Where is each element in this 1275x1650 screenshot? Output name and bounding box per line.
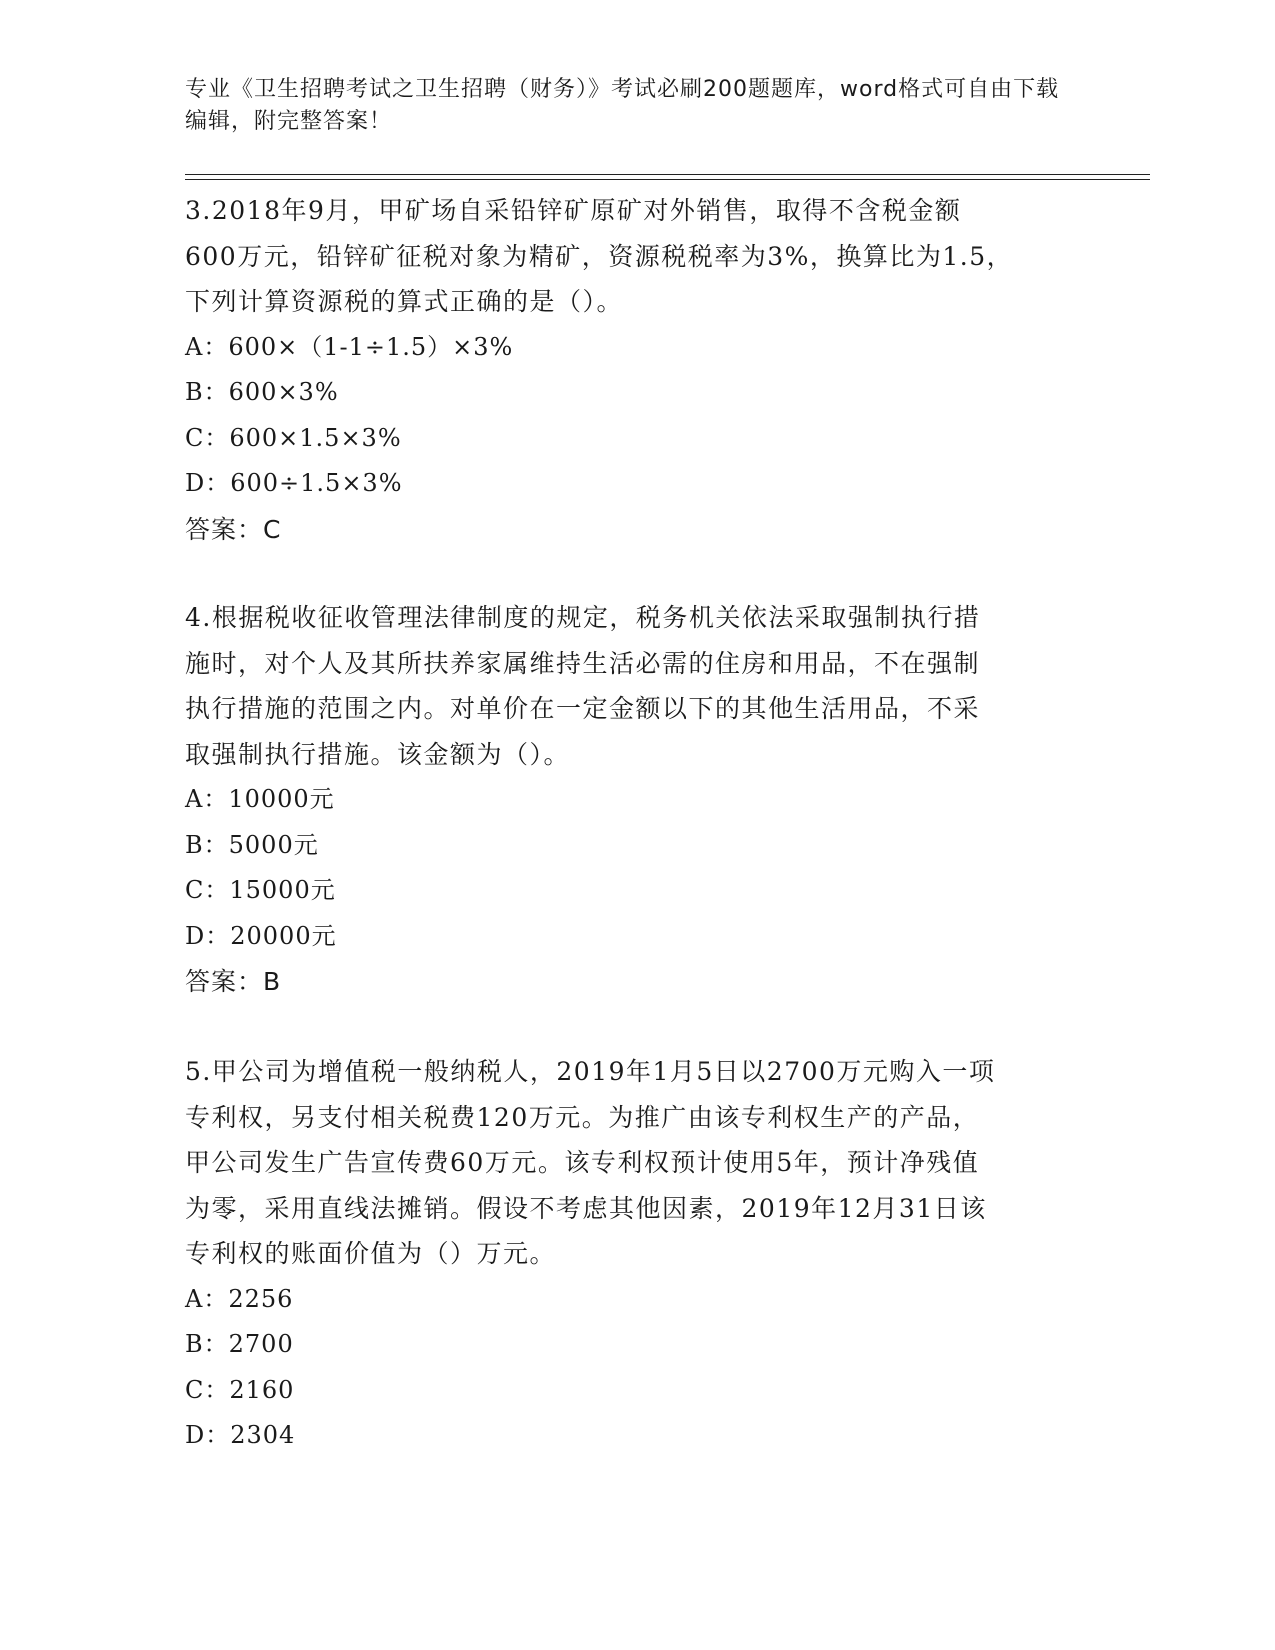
option-c: C：15000元 <box>185 876 336 904</box>
option-d: D：2304 <box>185 1421 296 1449</box>
question-stem-line: 专利权的账面价值为（）万元。 <box>185 1239 557 1268</box>
question-stem-line: 3.2018年9月，甲矿场自采铅锌矿原矿对外销售，取得不含税金额 <box>185 196 962 225</box>
answer-value: C <box>263 514 282 544</box>
question-stem-line: 为零，采用直线法摊销。假设不考虑其他因素，2019年12月31日该 <box>185 1193 987 1223</box>
option-c: C：600×1.5×3% <box>185 423 402 452</box>
document-header: 专业《卫生招聘考试之卫生招聘（财务）》考试必刷200题题库，word格式可自由下载编辑，附完整答案！ <box>185 77 1060 134</box>
option-d: D：600÷1.5×3% <box>185 469 403 497</box>
answer-label: 答案： <box>185 967 264 996</box>
option-a: A：600×（1-1÷1.5）×3% <box>185 332 514 361</box>
question-4 <box>185 595 1085 1005</box>
option-a: A：10000元 <box>185 785 335 813</box>
question-stem-line: 5.甲公司为增值税一般纳税人，2019年1月5日以2700万元购入一项 <box>185 1057 996 1086</box>
answer-label: 答案： <box>185 514 264 544</box>
header-divider-top <box>185 174 1150 175</box>
question-stem-line: 取强制执行措施。该金额为（）。 <box>185 739 571 769</box>
question-stem-line: 4.根据税收征收管理法律制度的规定，税务机关依法采取强制执行措 <box>185 603 981 632</box>
question-stem-line: 下列计算资源税的算式正确的是（）。 <box>185 287 624 316</box>
question-stem-line: 施时，对个人及其所扶养家属维持生活必需的住房和用品，不在强制 <box>185 648 981 678</box>
answer-line <box>185 507 1085 553</box>
question-stem-line: 执行措施的范围之内。对单价在一定金额以下的其他生活用品，不采 <box>185 694 981 723</box>
question-stem-line: 甲公司发生广告宣传费60万元。该专利权预计使用5年，预计净残值 <box>185 1148 980 1177</box>
option-b: B：600×3% <box>185 378 339 406</box>
question-5 <box>185 1049 1085 1459</box>
header-divider-bottom <box>185 179 1150 180</box>
option-b: B：5000元 <box>185 830 319 859</box>
answer-value: B <box>263 967 282 996</box>
question-3 <box>185 188 1085 552</box>
option-d: D：20000元 <box>185 921 337 950</box>
question-stem-line: 专利权，另支付相关税费120万元。为推广由该专利权生产的产品， <box>185 1102 980 1132</box>
option-c: C：2160 <box>185 1375 295 1404</box>
answer-line <box>185 959 1085 1005</box>
question-stem-line: 600万元，铅锌矿征税对象为精矿，资源税税率为3%，换算比为1.5， <box>185 241 1014 271</box>
option-a: A：2256 <box>185 1284 294 1313</box>
option-b: B：2700 <box>185 1330 294 1358</box>
